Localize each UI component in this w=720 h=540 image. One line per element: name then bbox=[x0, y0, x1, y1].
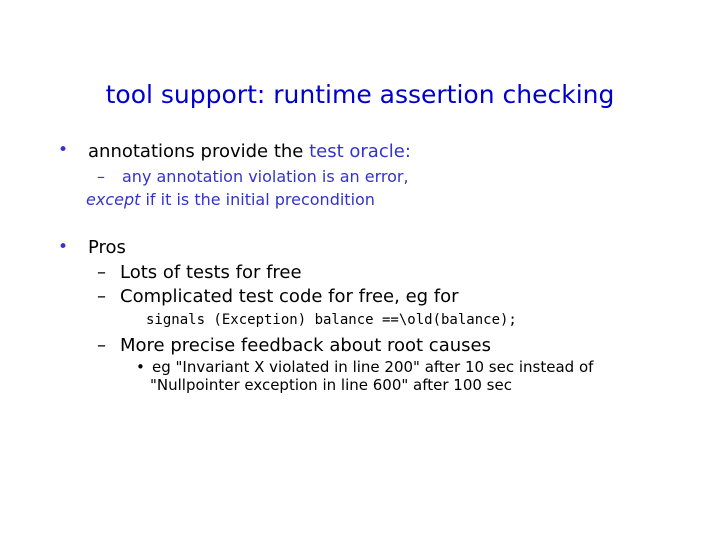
bullet-point-1: • bbox=[58, 140, 69, 160]
detail-line1: eg "Invariant X violated in line 200" after 10 sec instead of bbox=[152, 358, 594, 376]
bullet-detail: • bbox=[136, 358, 145, 376]
dash-1-1: – bbox=[97, 167, 105, 186]
dash-2-1: – bbox=[97, 262, 106, 283]
point1-highlight: test oracle bbox=[309, 141, 405, 162]
point2-sub1: Lots of tests for free bbox=[120, 262, 302, 283]
dash-2-2: – bbox=[97, 286, 106, 307]
code-snippet: signals (Exception) balance ==\old(balance); bbox=[146, 312, 517, 328]
point1-text bbox=[88, 141, 411, 162]
point1-text-after: : bbox=[404, 141, 411, 162]
point2-sub3: More precise feedback about root causes bbox=[120, 335, 491, 356]
point1-sub1: any annotation violation is an error, bbox=[122, 167, 409, 186]
point1-sub2-italic: except bbox=[86, 190, 141, 209]
point1-sub2-rest: if it is the initial precondition bbox=[140, 190, 375, 209]
point1-text-before: annotations provide the bbox=[88, 141, 310, 162]
point2-heading: Pros bbox=[88, 237, 126, 258]
detail-line2: "Nullpointer exception in line 600" after 100 sec bbox=[150, 376, 512, 394]
bullet-point-2: • bbox=[58, 237, 69, 257]
point2-sub2: Complicated test code for free, eg for bbox=[120, 286, 459, 307]
dash-2-3: – bbox=[97, 335, 106, 356]
point1-sub2 bbox=[86, 190, 375, 209]
slide-title: tool support: runtime assertion checking bbox=[105, 80, 615, 109]
